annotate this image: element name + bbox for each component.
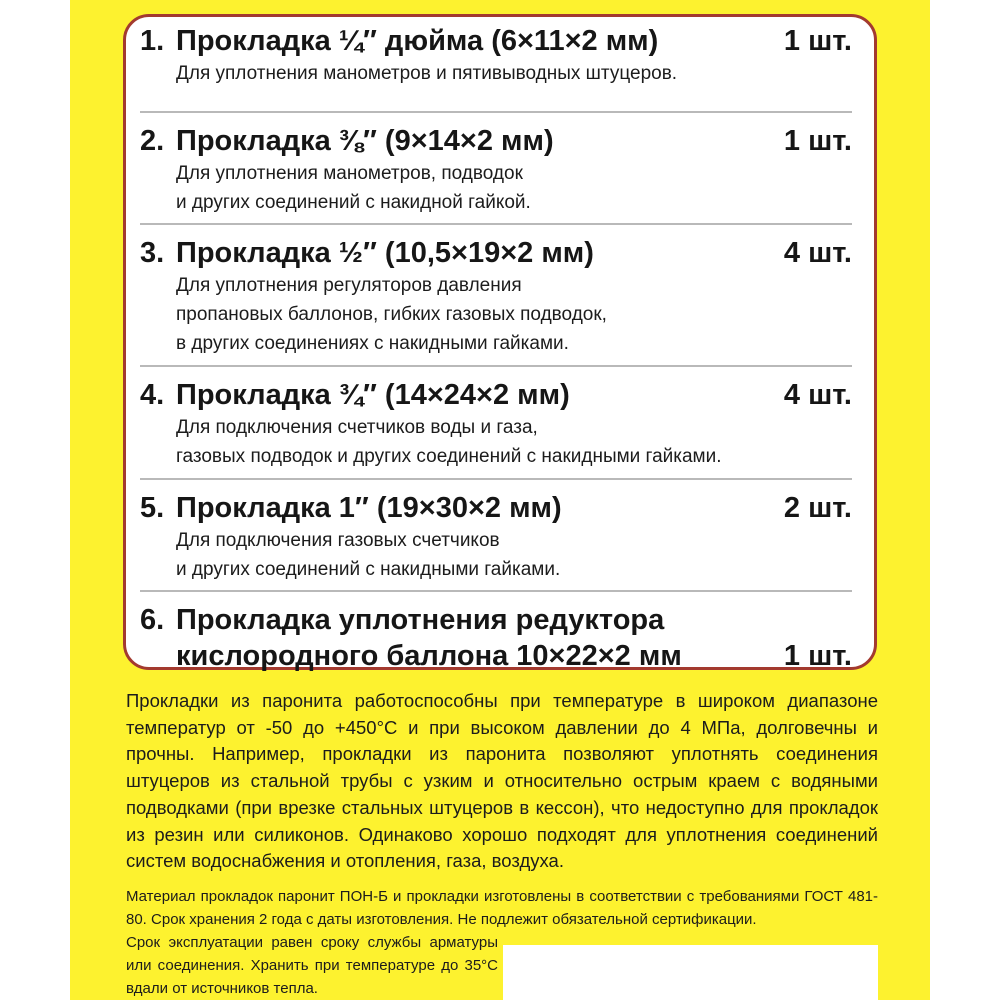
item-title: Прокладка ¼″ дюйма (6×11×2 мм) bbox=[176, 25, 659, 57]
item-title-line-1: Прокладка уплотнения редуктора bbox=[176, 604, 665, 636]
item-description-line: и других соединений с накидной гайкой. bbox=[176, 192, 531, 213]
gasket-item-1 bbox=[140, 23, 852, 113]
gasket-item-5 bbox=[140, 480, 852, 592]
gasket-item-6 bbox=[140, 592, 852, 674]
material-description: Прокладки из паронита работоспособны при температуре в широком диапазоне температур от -50 до +450°С и при высоком давлении до 4 МПа, долговечны и прочны. Например, прокладки из паронита позволяют уплотнять соединения штуцеров из стальной трубы с узким и относительно острым краем с водяными подводками (при врезке стальных штуцеров в кессон), что недоступно для прокладок из резин или силиконов. Одинаково хорошо подходят для уплотнения соединений систем водоснабжения и отопления, газа, воздуха. bbox=[126, 690, 878, 872]
item-description-line: Для уплотнения регуляторов давления bbox=[176, 275, 522, 296]
gasket-list-card bbox=[123, 14, 877, 670]
item-title: Прокладка ⅜″ (9×14×2 мм) bbox=[176, 125, 554, 157]
item-number: 3. bbox=[140, 237, 165, 269]
item-quantity: 4 шт. bbox=[783, 379, 852, 411]
item-description-line: в других соединениях с накидными гайками. bbox=[176, 333, 569, 354]
item-description-line: Для подключения газовых счетчиков bbox=[176, 530, 500, 551]
gasket-item-4 bbox=[140, 367, 852, 480]
storage-note: Срок эксплуатации равен сроку службы арматуры или соединения. Хранить при температуре до 35°С вдали от источников тепла. bbox=[126, 934, 498, 998]
item-description-line: газовых подводок и других соединений с накидными гайками. bbox=[176, 446, 722, 467]
gasket-item-2 bbox=[140, 113, 852, 225]
item-description-line: Для уплотнения манометров и пятивыводных штуцеров. bbox=[176, 63, 678, 84]
item-number: 5. bbox=[140, 492, 165, 524]
item-description-line: и других соединений с накидными гайками. bbox=[176, 559, 561, 580]
blank-label-area bbox=[503, 945, 878, 1000]
material-certification-note: Материал прокладок паронит ПОН-Б и прокладки изготовлены в соответствии с требованиями ГОСТ 481-80. Срок хранения 2 года с даты изготовления. Не подлежит обязательной сертификации. bbox=[126, 888, 878, 929]
item-title-line-2: кислородного баллона 10×22×2 мм bbox=[176, 640, 682, 672]
item-number: 2. bbox=[140, 125, 165, 157]
item-quantity: 1 шт. bbox=[783, 640, 852, 672]
item-description-line: Для уплотнения манометров, подводок bbox=[176, 163, 523, 184]
gasket-item-3 bbox=[140, 225, 852, 367]
item-number: 4. bbox=[140, 379, 165, 411]
item-number: 1. bbox=[140, 25, 165, 57]
item-quantity: 2 шт. bbox=[783, 492, 852, 524]
item-number: 6. bbox=[140, 604, 165, 636]
item-quantity: 1 шт. bbox=[783, 25, 852, 57]
item-quantity: 4 шт. bbox=[783, 237, 852, 269]
item-description-line: Для подключения счетчиков воды и газа, bbox=[176, 417, 538, 438]
item-title: Прокладка 1″ (19×30×2 мм) bbox=[176, 492, 562, 524]
item-description-line: пропановых баллонов, гибких газовых подводок, bbox=[176, 304, 607, 325]
item-title: Прокладка ½″ (10,5×19×2 мм) bbox=[176, 237, 594, 269]
item-title: Прокладка ¾″ (14×24×2 мм) bbox=[176, 379, 570, 411]
item-quantity: 1 шт. bbox=[783, 125, 852, 157]
